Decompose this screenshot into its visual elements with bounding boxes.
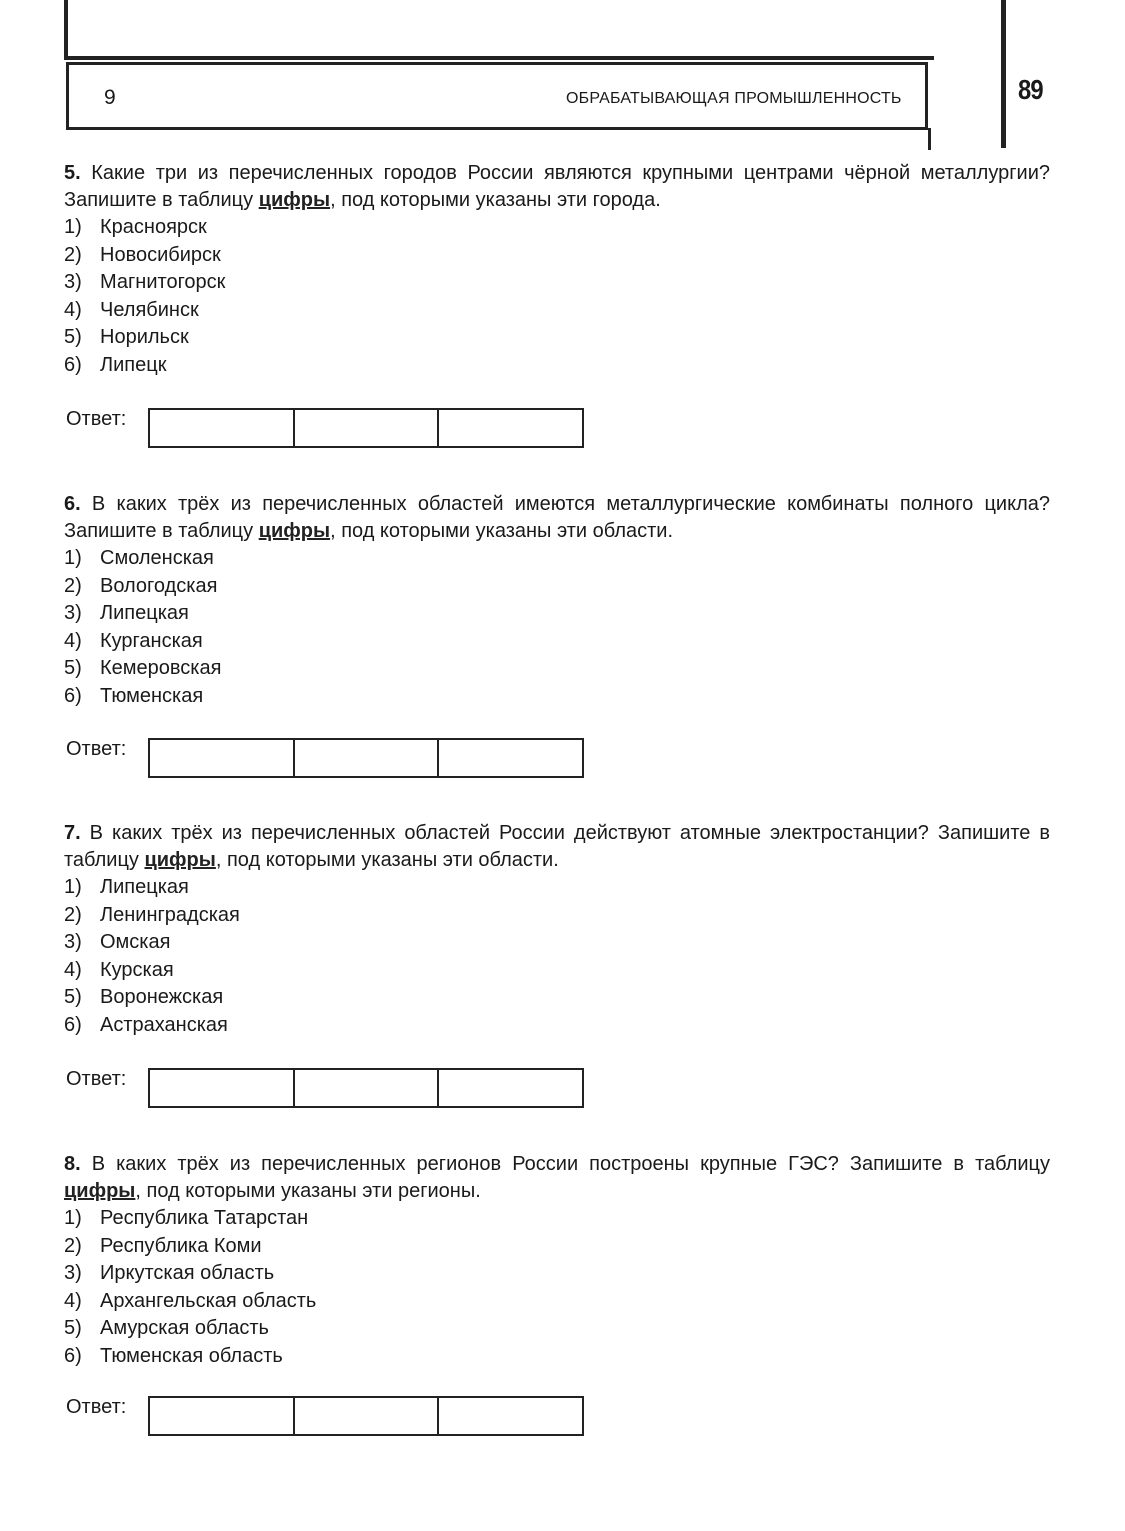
option-label: Смоленская [100, 547, 214, 569]
frame-line-top [64, 56, 934, 60]
option [64, 1343, 1050, 1371]
question-number: 5. [64, 162, 81, 184]
answer-cell[interactable] [295, 1070, 440, 1106]
question-text-before: В каких трёх из перечисленных регионов России построены крупные ГЭС? Запишите в таблицу [80, 1153, 1050, 1175]
option-label: Курганская [100, 629, 203, 652]
option [64, 683, 1050, 711]
option-number: 1) [64, 1207, 82, 1229]
option [64, 324, 1050, 352]
answer-block [64, 1068, 664, 1112]
option [64, 957, 1050, 985]
option-number: 6) [64, 684, 82, 707]
option-label: Архангельская область [100, 1289, 317, 1312]
answer-table [148, 1068, 584, 1108]
option-number: 3) [64, 602, 82, 624]
option-number: 4) [64, 958, 82, 981]
option-number: 5) [64, 657, 82, 679]
keyword: цифры [144, 849, 216, 871]
option [64, 655, 1050, 683]
option-number: 5) [64, 1317, 82, 1339]
option-label: Курская [100, 958, 174, 981]
question-5 [64, 160, 1050, 430]
question-number: 7. [64, 822, 81, 844]
question-text-after: , под которыми указаны эти области. [330, 520, 673, 542]
option-number: 5) [64, 326, 82, 348]
option [64, 1315, 1050, 1343]
option [64, 874, 1050, 902]
question-text-after: , под которыми указаны эти регионы. [135, 1180, 481, 1202]
answer-cell[interactable] [439, 740, 582, 776]
answer-cell[interactable] [150, 740, 295, 776]
option [64, 1012, 1050, 1040]
question-number: 8. [64, 1153, 81, 1175]
option-label: Омская [100, 931, 171, 953]
question-6 [64, 491, 1050, 760]
answer-block [64, 738, 664, 782]
option-number: 1) [64, 216, 82, 238]
answer-label: Ответ: [66, 1396, 127, 1418]
option-label: Красноярск [100, 216, 207, 238]
option-number: 4) [64, 629, 82, 652]
option-label: Тюменская область [100, 1344, 283, 1367]
option-number: 4) [64, 298, 82, 321]
keyword: цифры [258, 520, 331, 542]
option [64, 902, 1050, 930]
option-label: Норильск [100, 326, 189, 348]
answer-cell[interactable] [295, 410, 440, 446]
option-label: Астраханская [100, 1013, 228, 1036]
option-number: 1) [64, 547, 82, 569]
option-label: Амурская область [100, 1317, 269, 1339]
question-number: 6. [64, 493, 81, 515]
answer-cell[interactable] [439, 410, 582, 446]
option-label: Иркутская область [100, 1262, 275, 1284]
option [64, 1233, 1050, 1261]
option-label: Челябинск [100, 298, 199, 321]
option-label: Тюменская [100, 684, 204, 707]
frame-tick [928, 128, 931, 150]
answer-label: Ответ: [66, 738, 127, 760]
option-number: 6) [64, 1344, 82, 1367]
chapter-title: ОБРАБАТЫВАЮЩАЯ ПРОМЫШЛЕННОСТЬ [566, 90, 902, 107]
option [64, 297, 1050, 325]
option-label: Магнитогорск [100, 271, 226, 293]
option-list [64, 1205, 1050, 1370]
option-number: 2) [64, 574, 82, 597]
option-number: 1) [64, 876, 82, 898]
option-number: 3) [64, 931, 82, 953]
answer-cell[interactable] [439, 1070, 582, 1106]
option-number: 3) [64, 271, 82, 293]
answer-cell[interactable] [295, 740, 440, 776]
option-label: Кемеровская [100, 657, 222, 679]
option-number: 5) [64, 986, 82, 1008]
option-label: Республика Коми [100, 1234, 262, 1257]
option [64, 600, 1050, 628]
answer-block [64, 408, 664, 452]
option-number: 2) [64, 1234, 82, 1257]
option [64, 242, 1050, 270]
question-text [64, 160, 1050, 214]
option-list [64, 874, 1050, 1039]
question-7 [64, 820, 1050, 1090]
option [64, 1205, 1050, 1233]
option-label: Липецкая [100, 876, 189, 898]
answer-cell[interactable] [439, 1398, 582, 1434]
answer-cell[interactable] [150, 1070, 295, 1106]
question-text-after: , под которыми указаны эти области. [215, 849, 559, 871]
option-number: 6) [64, 353, 82, 376]
question-text [64, 820, 1050, 874]
option [64, 1288, 1050, 1316]
option-number: 4) [64, 1289, 82, 1312]
answer-cell[interactable] [150, 1398, 295, 1434]
option [64, 929, 1050, 957]
option-number: 6) [64, 1013, 82, 1036]
option [64, 214, 1050, 242]
question-8 [64, 1151, 1050, 1418]
question-text [64, 491, 1050, 545]
question-text [64, 1151, 1050, 1205]
option [64, 545, 1050, 573]
question-text-before: В каких трёх из перечисленных областей имеются металлургические комбинаты полного цикла? Запишите в таблицу [64, 493, 1050, 542]
answer-cell[interactable] [150, 410, 295, 446]
question-text-before: В каких трёх из перечисленных областей России действуют атомные электростанции? Запишите в таблицу [64, 822, 1050, 871]
keyword: цифры [258, 189, 331, 211]
option [64, 352, 1050, 380]
frame-line-left [64, 0, 68, 60]
option [64, 628, 1050, 656]
option-number: 2) [64, 903, 82, 926]
option [64, 1260, 1050, 1288]
option [64, 573, 1050, 601]
question-text-before: Какие три из перечисленных городов России являются крупными центрами чёрной металлургии? Запишите в таблицу [64, 162, 1050, 211]
answer-block [64, 1396, 664, 1440]
keyword: цифры [64, 1180, 136, 1202]
option [64, 984, 1050, 1012]
option-label: Республика Татарстан [100, 1207, 309, 1229]
margin-rule [1001, 0, 1006, 148]
option-list [64, 214, 1050, 379]
option-number: 2) [64, 243, 82, 266]
option-label: Вологодская [100, 574, 218, 597]
answer-table [148, 738, 584, 778]
option-label: Липецкая [100, 602, 189, 624]
chapter-number: 9 [104, 86, 116, 109]
answer-label: Ответ: [66, 408, 127, 430]
question-text-after: , под которыми указаны эти города. [330, 189, 661, 211]
page-number: 89 [1018, 74, 1043, 105]
option-number: 3) [64, 1262, 82, 1284]
option-label: Воронежская [100, 986, 224, 1008]
answer-cell[interactable] [295, 1398, 440, 1434]
option [64, 269, 1050, 297]
option-list [64, 545, 1050, 710]
option-label: Липецк [100, 353, 167, 376]
answer-table [148, 1396, 584, 1436]
answer-table [148, 408, 584, 448]
option-label: Ленинградская [100, 903, 240, 926]
answer-label: Ответ: [66, 1068, 127, 1090]
option-label: Новосибирск [100, 243, 221, 266]
